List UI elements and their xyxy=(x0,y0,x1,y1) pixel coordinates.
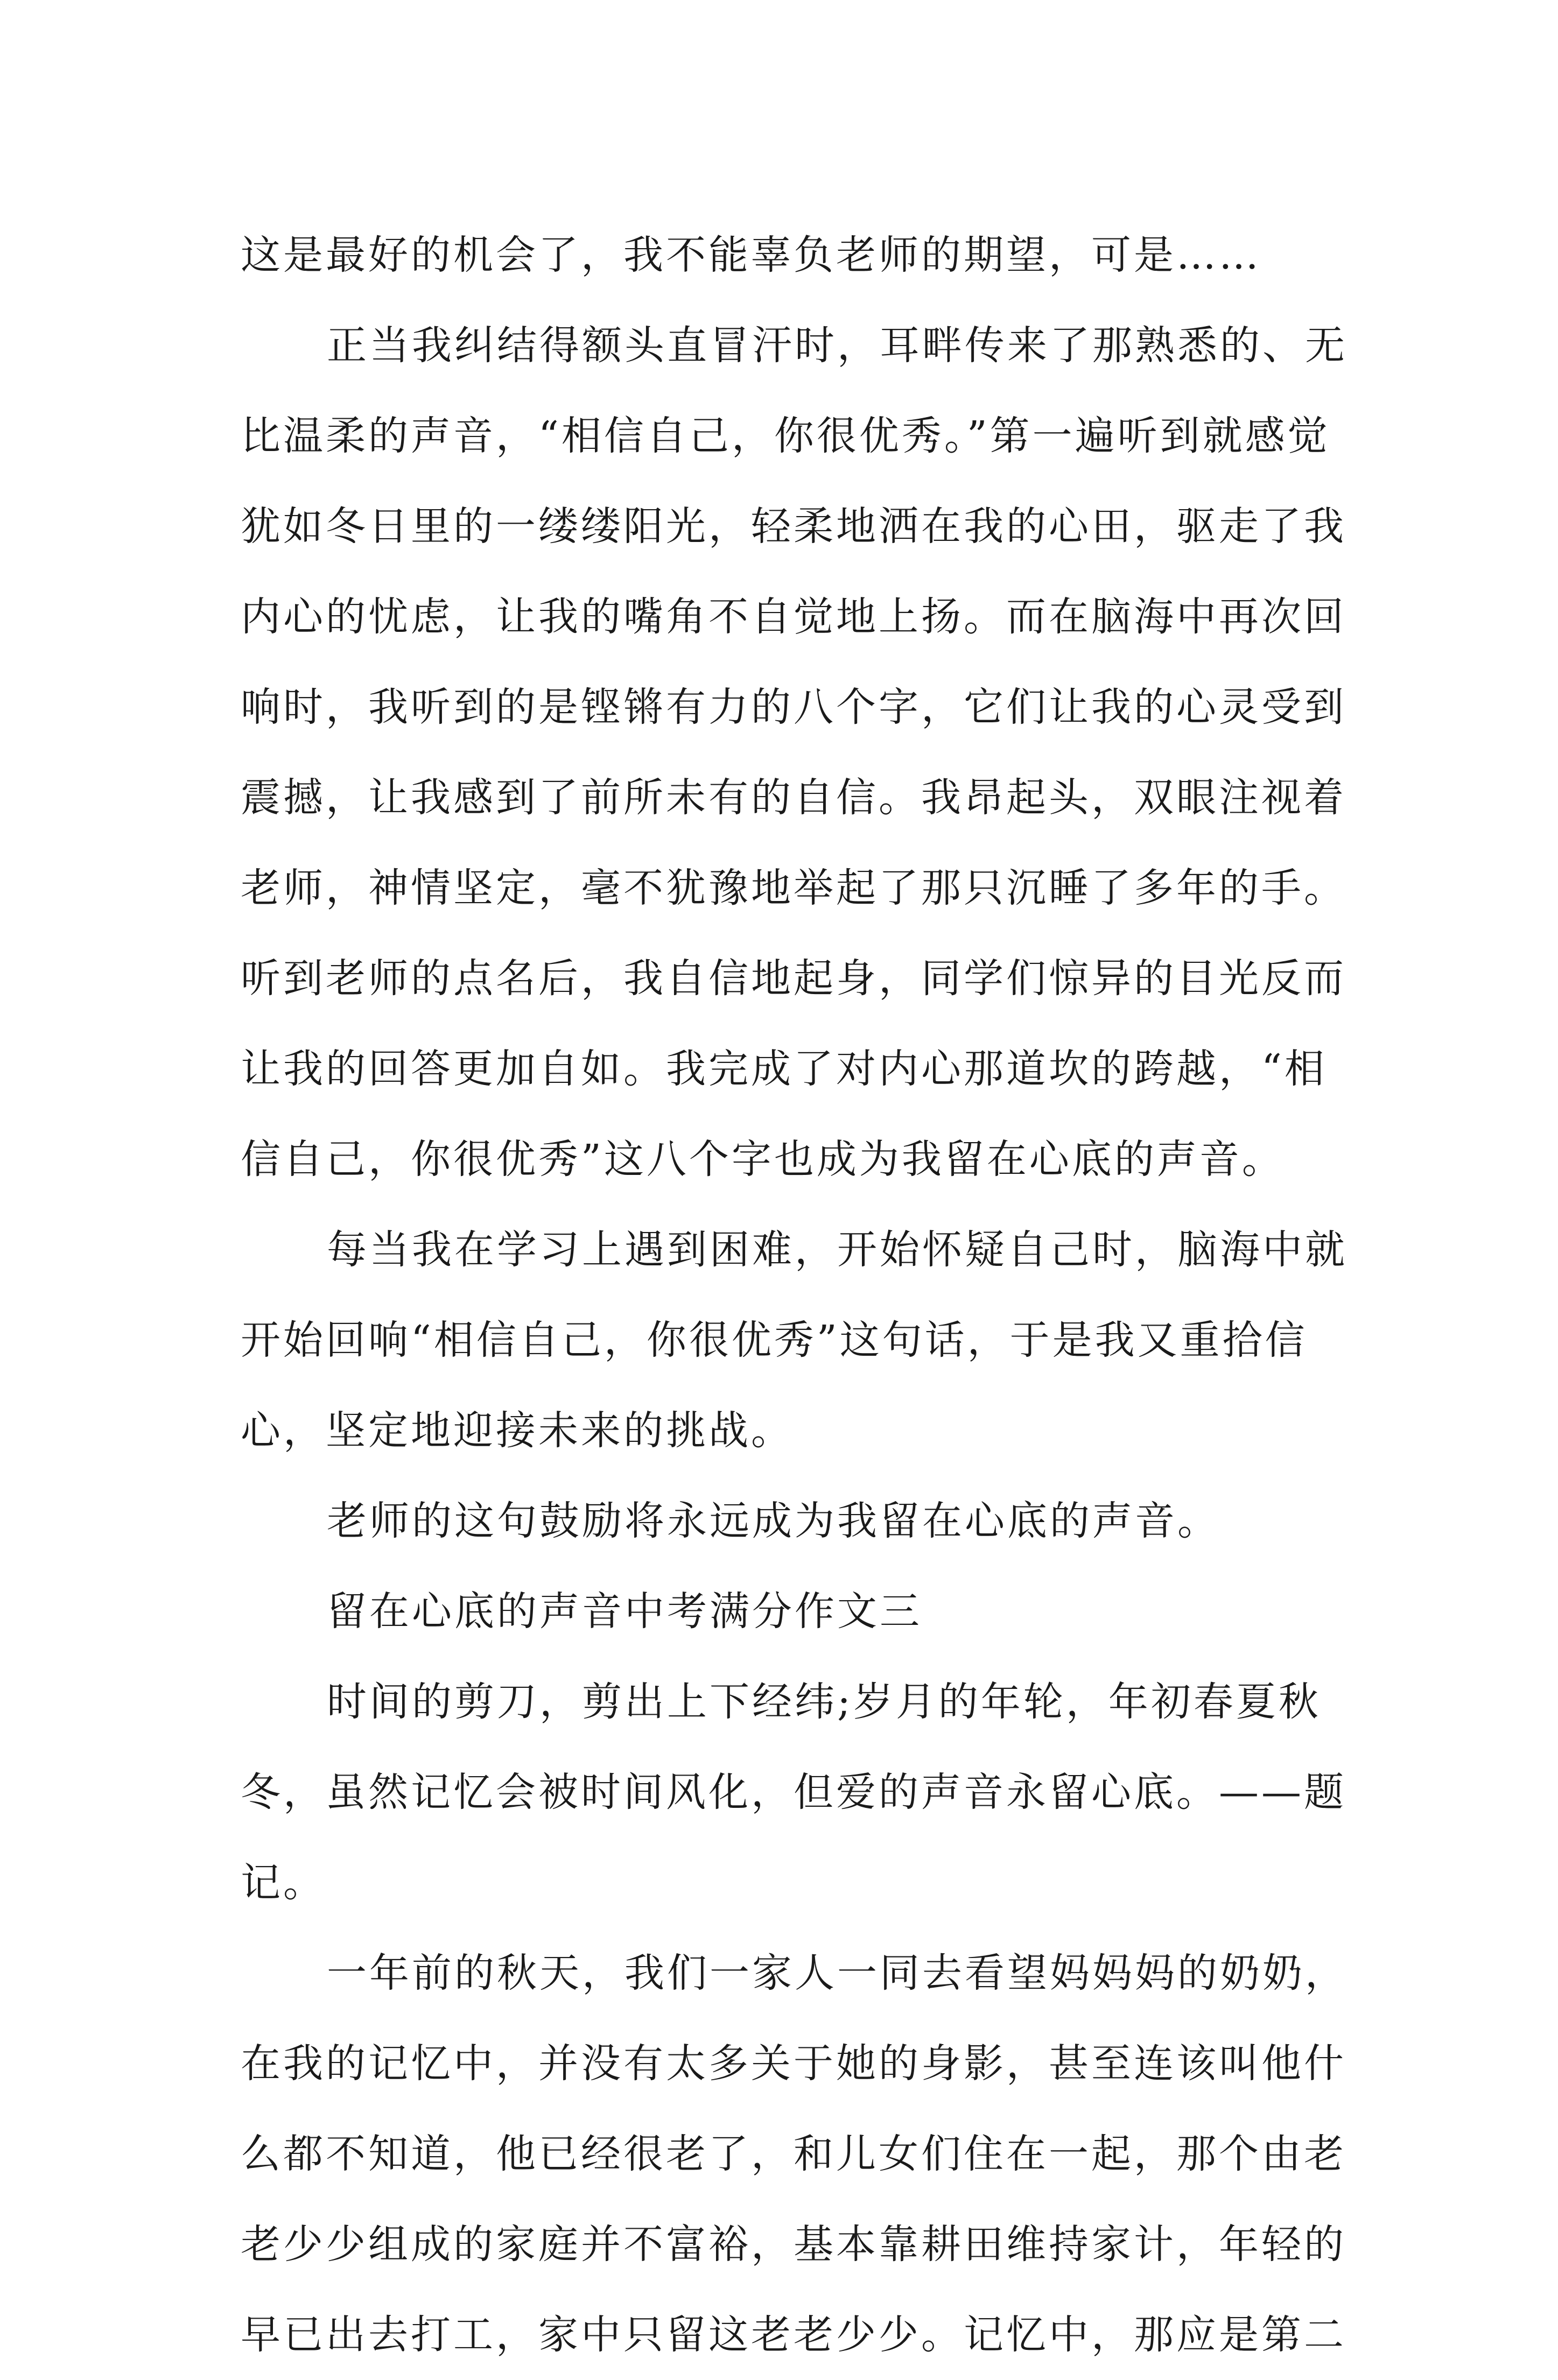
text-line: 早已出去打工，家中只留这老老少少。记忆中，那应是第二 xyxy=(241,2312,1346,2358)
text-line: 信自己，你很优秀”这八个字也成为我留在心底的声音。 xyxy=(241,1136,1285,1182)
text-line: 留在心底的声音中考满分作文三 xyxy=(327,1588,922,1635)
text-line: 让我的回答更加自如。我完成了对内心那道坎的跨越，“相 xyxy=(241,1046,1327,1092)
text-line: 老师，神情坚定，毫不犹豫地举起了那只沉睡了多年的手。 xyxy=(241,865,1346,911)
text-line: 一年前的秋天，我们一家人一同去看望妈妈妈的奶奶， xyxy=(327,1950,1348,1996)
text-line: 这是最好的机会了，我不能辜负老师的期望，可是…… xyxy=(241,232,1261,278)
text-line: 开始回响“相信自己，你很优秀”这句话，于是我又重拾信 xyxy=(241,1317,1308,1363)
text-line: 响时，我听到的是铿锵有力的八个字，它们让我的心灵受到 xyxy=(241,684,1346,730)
text-line: 正当我纠结得额头直冒汗时，耳畔传来了那熟悉的、无 xyxy=(327,322,1348,369)
text-line: 老师的这句鼓励将永远成为我留在心底的声音。 xyxy=(327,1498,1220,1544)
text-line: 心，坚定地迎接未来的挑战。 xyxy=(241,1407,794,1454)
text-line: 犹如冬日里的一缕缕阳光，轻柔地洒在我的心田，驱走了我 xyxy=(241,503,1346,550)
body-text xyxy=(241,210,1348,2380)
text-line: 每当我在学习上遇到困难，开始怀疑自己时，脑海中就 xyxy=(327,1227,1348,1273)
text-line: 老少少组成的家庭并不富裕，基本靠耕田维持家计，年轻的 xyxy=(241,2221,1346,2268)
text-line: 内心的忧虑，让我的嘴角不自觉地上扬。而在脑海中再次回 xyxy=(241,594,1346,640)
text-line: 冬，虽然记忆会被时间风化，但爱的声音永留心底。——题 xyxy=(241,1769,1346,1815)
text-line: 在我的记忆中，并没有太多关于她的身影，甚至连该叫他什 xyxy=(241,2040,1346,2087)
text-line: 么都不知道，他已经很老了，和儿女们住在一起，那个由老 xyxy=(241,2131,1346,2177)
text-line: 时间的剪刀，剪出上下经纬;岁月的年轮，年初春夏秋 xyxy=(327,1679,1321,1725)
text-line: 震撼，让我感到了前所未有的自信。我昂起头，双眼注视着 xyxy=(241,774,1346,821)
text-line: 记。 xyxy=(241,1860,326,1906)
text-line: 比温柔的声音，“相信自己，你很优秀。”第一遍听到就感觉 xyxy=(241,413,1330,459)
text-line: 听到老师的点名后，我自信地起身，同学们惊异的目光反而 xyxy=(241,955,1346,1002)
